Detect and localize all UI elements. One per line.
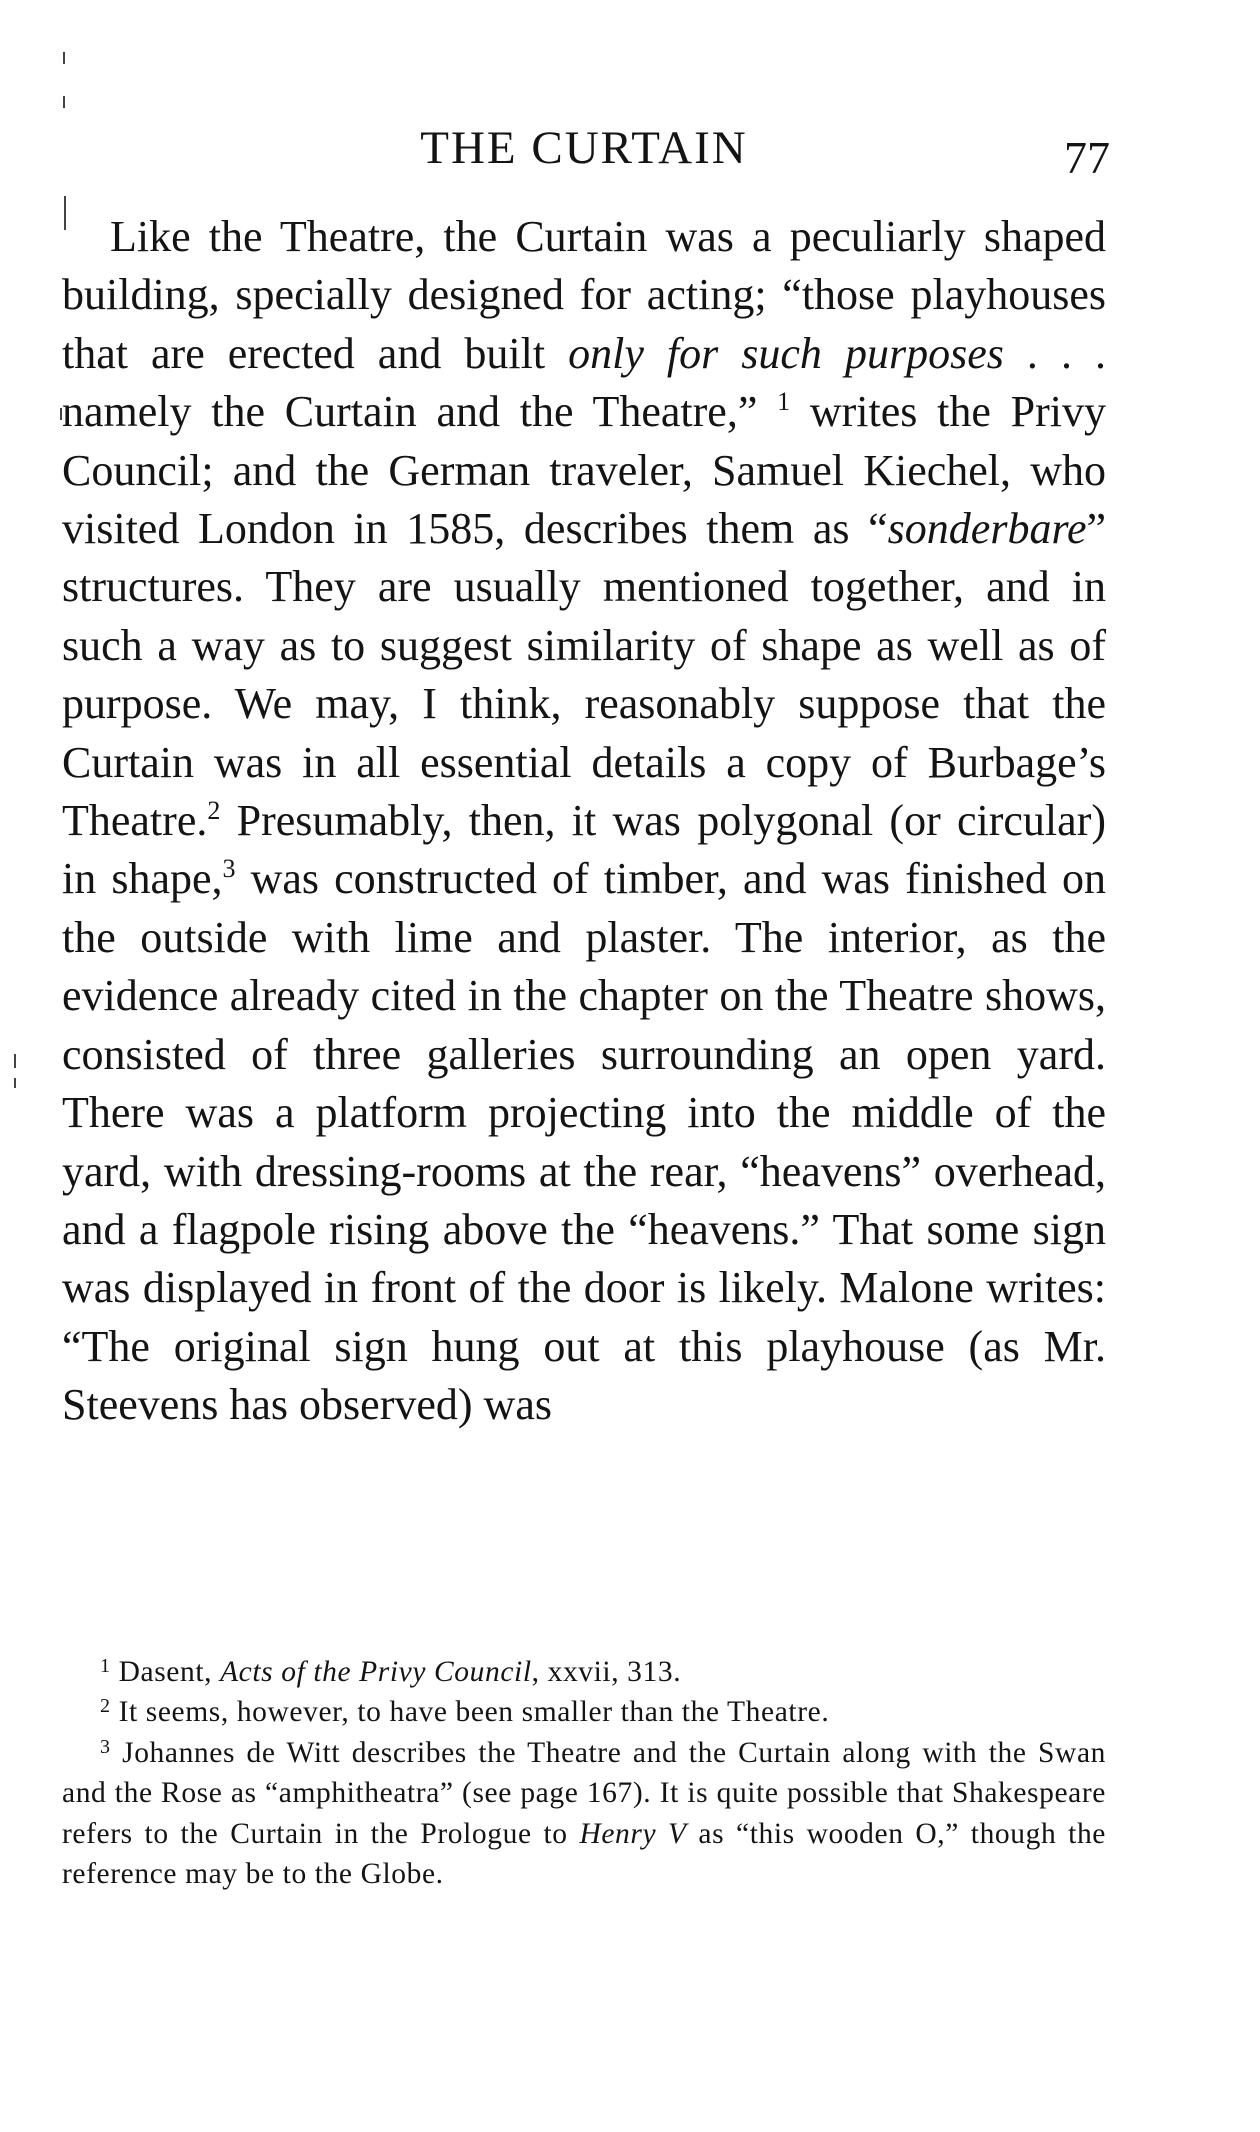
body-text-run: was constructed of timber, and was finished on the outside with lime and plaster. The interior, as the evidence already cited in the chapter on the Theatre shows, consisted of three galleries surrounding an open yard. There was a platform projecting into the middle of the yard, with dressing-rooms at the rear, “heavens” overhead, and a flagpole rising above the “heavens.” That some sign was displayed in front of the door is likely. Malone writes: “The original sign hung out at this playhouse (as Mr. Steevens has observed) was bbox=[62, 854, 1107, 1430]
body-paragraph bbox=[62, 208, 1106, 1435]
footnote-3 bbox=[62, 1733, 1106, 1895]
footnote-italic: Acts of the Privy Council bbox=[220, 1656, 532, 1688]
footnote-text: , xxvii, 313. bbox=[531, 1656, 682, 1688]
footnote-text: Johannes de Witt describes the Theatre and the Curtain along with the Swan and the Rose as “amphitheatra” (see page 167). It is quite possible that Shakespeare refers to the Curtain in the Prologue to bbox=[62, 1736, 1106, 1850]
footnote-marker: 1 bbox=[100, 1655, 111, 1677]
footnote-2 bbox=[62, 1692, 1106, 1732]
italic-phrase: only for such purposes bbox=[568, 328, 1004, 378]
footnote-marker: 3 bbox=[100, 1735, 111, 1758]
body-text-run: writes the Privy Council; and the German traveler, Samuel Kiechel, who visited London in 1585, describes them as “ bbox=[62, 387, 1106, 554]
footnote-text: It seems, however, to have been smaller than the Theatre. bbox=[118, 1696, 830, 1729]
footnote-reference: 1 bbox=[777, 387, 791, 417]
chapter-title: THE CURTAIN bbox=[420, 122, 748, 174]
footnote-reference: 2 bbox=[207, 796, 221, 826]
footnote-marker: 2 bbox=[100, 1695, 111, 1718]
body-text-run: Like the Theatre, the Curtain was a peculiarly shaped building, specially designed for acting; “those playhouses that are erected and built bbox=[62, 212, 1106, 378]
body-text-run: ” structures. They are usually mentioned together, and in such a way as to suggest similarity of shape as well as of purpose. We may, I think, reasonably suppose that the Curtain was in all essential details a copy of Burbage’s Theatre. bbox=[62, 504, 1106, 846]
running-head bbox=[62, 118, 1110, 183]
margin-mark bbox=[14, 1078, 16, 1088]
footnote-reference: 3 bbox=[222, 854, 236, 884]
footnote-italic: Henry V bbox=[579, 1817, 687, 1850]
footnote-text: Dasent, bbox=[118, 1656, 221, 1688]
page-number: 77 bbox=[1064, 132, 1110, 183]
footnotes bbox=[62, 1652, 1106, 1894]
margin-mark bbox=[14, 1054, 16, 1068]
body-text-run: . . . namely the Curtain and the Theatre,” bbox=[62, 328, 1106, 437]
body-text-run: Presumably, then, it was polygonal (or circular) in shape, bbox=[62, 796, 1106, 904]
footnote-1 bbox=[62, 1652, 1106, 1692]
book-page bbox=[62, 0, 1110, 2132]
footnote-text: as “this wooden O,” though the reference may be to the Globe. bbox=[62, 1817, 1106, 1891]
italic-term: sonderbare bbox=[887, 504, 1087, 554]
